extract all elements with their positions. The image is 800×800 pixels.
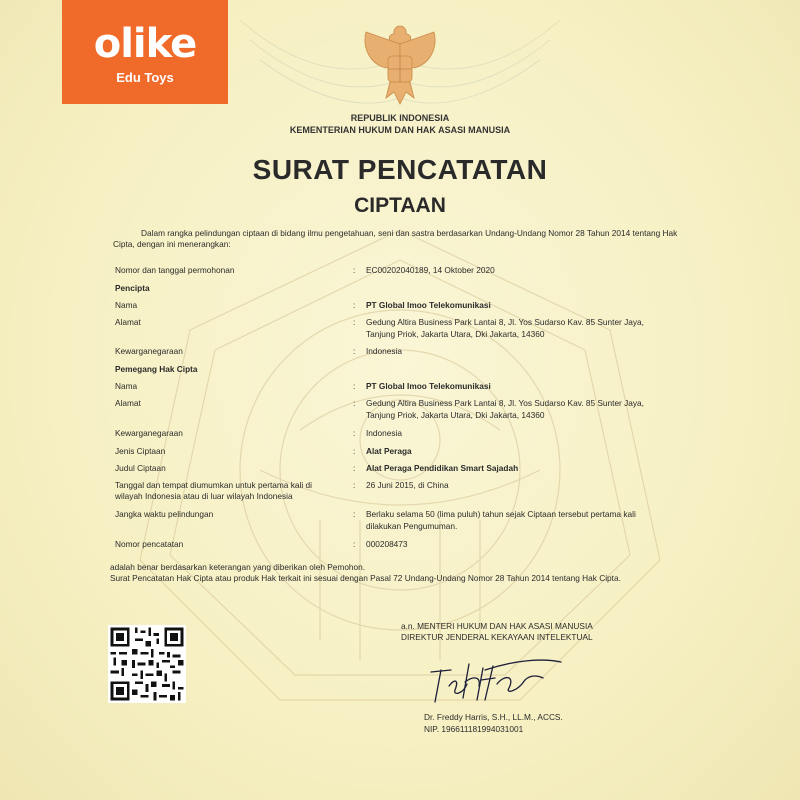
field-colon: : — [353, 509, 356, 519]
header-republic: REPUBLIK INDONESIA — [350, 113, 450, 123]
closing-line-2: Surat Pencatatan Hak Cipta atau produk Hak terkait ini sesuai dengan Pasal 72 Undang-Undang Nomor 28 Tahun 2014 tentang Hak Cipta. — [110, 573, 621, 583]
field-label-nomor-tanggal: Nomor dan tanggal permohonan — [115, 265, 235, 275]
field-value-pencipta-kewarganegaraan: Indonesia — [366, 346, 402, 356]
olike-logo-badge — [62, 0, 228, 104]
field-colon: : — [353, 539, 356, 549]
field-label-jangka: Jangka waktu pelindungan — [115, 509, 214, 519]
signature-on-behalf: a.n. MENTERI HUKUM DAN HAK ASASI MANUSIA — [401, 621, 593, 631]
field-value-jenis: Alat Peraga — [366, 446, 412, 456]
field-label-tanggal-tempat-1: Tanggal dan tempat diumumkan untuk pertama kali di — [115, 480, 312, 490]
field-colon: : — [353, 398, 356, 408]
field-value-pemegang-alamat-1: Gedung Altira Business Park Lantai 8, Jl. Yos Sudarso Kav. 85 Sunter Jaya, — [366, 398, 644, 408]
field-colon: : — [353, 300, 356, 310]
field-colon: : — [353, 265, 356, 275]
document-title: SURAT PENCATATAN — [252, 154, 548, 185]
logo-brand: olike — [93, 21, 197, 67]
field-value-pencipta-nama: PT Global Imoo Telekomunikasi — [366, 300, 491, 310]
field-value-jangka-1: Berlaku selama 50 (lima puluh) tahun sejak Ciptaan tersebut pertama kali — [366, 509, 636, 519]
field-label-pencipta-nama: Nama — [115, 300, 138, 310]
handwritten-signature — [425, 650, 565, 708]
field-value-nomor-tanggal: EC00202040189, 14 Oktober 2020 — [366, 265, 495, 275]
field-label-pemegang-alamat: Alamat — [115, 398, 141, 408]
field-colon: : — [353, 381, 356, 391]
logo-tagline: Edu Toys — [116, 70, 174, 85]
field-label-tanggal-tempat-2: wilayah Indonesia atau di luar wilayah Indonesia — [115, 491, 293, 501]
field-label-jenis: Jenis Ciptaan — [115, 446, 166, 456]
field-colon: : — [353, 446, 356, 456]
section-heading-pencipta: Pencipta — [115, 283, 150, 293]
field-value-pemegang-alamat-2: Tanjung Priok, Jakarta Utara, Dki Jakarta, 14360 — [366, 410, 545, 420]
field-value-tanggal-tempat: 26 Juni 2015, di China — [366, 480, 449, 490]
field-label-pemegang-nama: Nama — [115, 381, 138, 391]
closing-line-1: adalah benar berdasarkan keterangan yang diberikan oleh Pemohon. — [110, 562, 366, 572]
field-colon: : — [353, 480, 356, 490]
intro-paragraph: Dalam rangka pelindungan ciptaan di bidang ilmu pengetahuan, seni dan sastra berdasarkan Undang-Undang Nomor 28 Tahun 2014 tentang Hak Cipta, dengan ini menerangkan: — [113, 228, 678, 249]
header-ministry: KEMENTERIAN HUKUM DAN HAK ASASI MANUSIA — [289, 125, 511, 135]
field-colon: : — [353, 317, 356, 327]
field-colon: : — [353, 463, 356, 473]
qr-code-icon — [108, 625, 186, 703]
signatory-nip: NIP. 196611181994031001 — [424, 724, 524, 734]
signatory-name: Dr. Freddy Harris, S.H., LL.M., ACCS. — [424, 712, 563, 722]
garuda-emblem-icon — [356, 18, 444, 110]
signature-position: DIREKTUR JENDERAL KEKAYAAN INTELEKTUAL — [401, 632, 593, 642]
field-colon: : — [353, 428, 356, 438]
document-subtitle: CIPTAAN — [354, 194, 446, 217]
field-value-pemegang-kewarganegaraan: Indonesia — [366, 428, 402, 438]
field-label-pencipta-kewarganegaraan: Kewarganegaraan — [115, 346, 183, 356]
field-value-nomor-pencatatan: 000208473 — [366, 539, 408, 549]
field-colon: : — [353, 346, 356, 356]
field-label-pencipta-alamat: Alamat — [115, 317, 141, 327]
field-label-nomor-pencatatan: Nomor pencatatan — [115, 539, 184, 549]
field-value-pemegang-nama: PT Global Imoo Telekomunikasi — [366, 381, 491, 391]
section-heading-pemegang: Pemegang Hak Cipta — [115, 364, 198, 374]
field-value-jangka-2: dilakukan Pengumuman. — [366, 521, 458, 531]
field-value-judul: Alat Peraga Pendidikan Smart Sajadah — [366, 463, 519, 473]
field-label-pemegang-kewarganegaraan: Kewarganegaraan — [115, 428, 183, 438]
field-value-pencipta-alamat-1: Gedung Altira Business Park Lantai 8, Jl. Yos Sudarso Kav. 85 Sunter Jaya, — [366, 317, 644, 327]
field-label-judul: Judul Ciptaan — [115, 463, 166, 473]
field-value-pencipta-alamat-2: Tanjung Priok, Jakarta Utara, Dki Jakarta, 14360 — [366, 329, 545, 339]
